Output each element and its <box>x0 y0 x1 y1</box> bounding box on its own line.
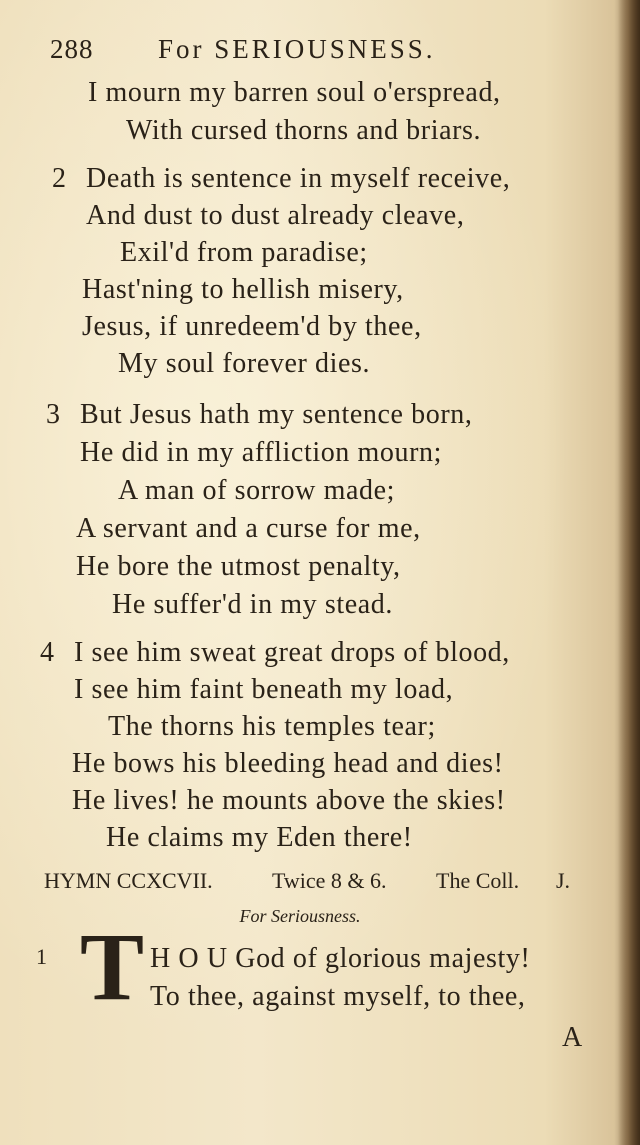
running-title: For SERIOUSNESS. <box>158 34 436 64</box>
verse-line: Jesus, if unredeem'd by thee, <box>82 311 422 342</box>
verse-line: And dust to dust already cleave, <box>86 200 465 231</box>
verse-number: 3 <box>46 399 60 430</box>
verse-line: H O U God of glorious majesty! <box>150 943 531 974</box>
verse-line: But Jesus hath my sentence born, <box>80 399 473 430</box>
catchword: A <box>562 1022 583 1053</box>
verse-line: Exil'd from paradise; <box>120 237 368 268</box>
verse-line: I see him sweat great drops of blood, <box>74 637 510 668</box>
verse-line: Hast'ning to hellish misery, <box>82 274 404 305</box>
verse-number: 4 <box>40 637 54 668</box>
verse-number: 2 <box>52 163 66 194</box>
verse-number: 1 <box>36 944 47 969</box>
running-header <box>50 30 590 72</box>
verse-line: He suffer'd in my stead. <box>112 589 393 620</box>
hymn-source: The Coll. <box>436 868 520 893</box>
verse-line: A servant and a curse for me, <box>76 513 421 544</box>
verse-line: He did in my affliction mourn; <box>80 437 442 468</box>
verse-line: The thorns his temples tear; <box>108 711 436 742</box>
page-number: 288 <box>50 34 94 64</box>
verse-line: I mourn my barren soul o'erspread, <box>88 77 501 108</box>
verse-line: He claims my Eden there! <box>106 822 413 853</box>
verse-line: With cursed thorns and briars. <box>126 115 482 146</box>
drop-cap: T <box>80 913 145 1020</box>
verse-line: He lives! he mounts above the skies! <box>72 785 506 816</box>
hymn-title: HYMN CCXCVII. <box>44 868 213 893</box>
hymn-meter: Twice 8 & 6. <box>272 868 387 893</box>
verse-line: To thee, against myself, to thee, <box>150 981 526 1012</box>
page-edge-shadow <box>618 0 640 1145</box>
verse-line: I see him faint beneath my load, <box>74 674 454 705</box>
verse-line: He bows his bleeding head and dies! <box>72 748 504 779</box>
hymn-heading <box>44 868 592 898</box>
verse-line: My soul forever dies. <box>118 348 371 379</box>
hymn-letter: J. <box>556 868 571 893</box>
verse-line: Death is sentence in myself receive, <box>86 163 511 194</box>
verse-line: A man of sorrow made; <box>118 475 395 506</box>
verse-line: He bore the utmost penalty, <box>76 551 401 582</box>
hymn-subtitle: For Seriousness. <box>239 906 361 926</box>
